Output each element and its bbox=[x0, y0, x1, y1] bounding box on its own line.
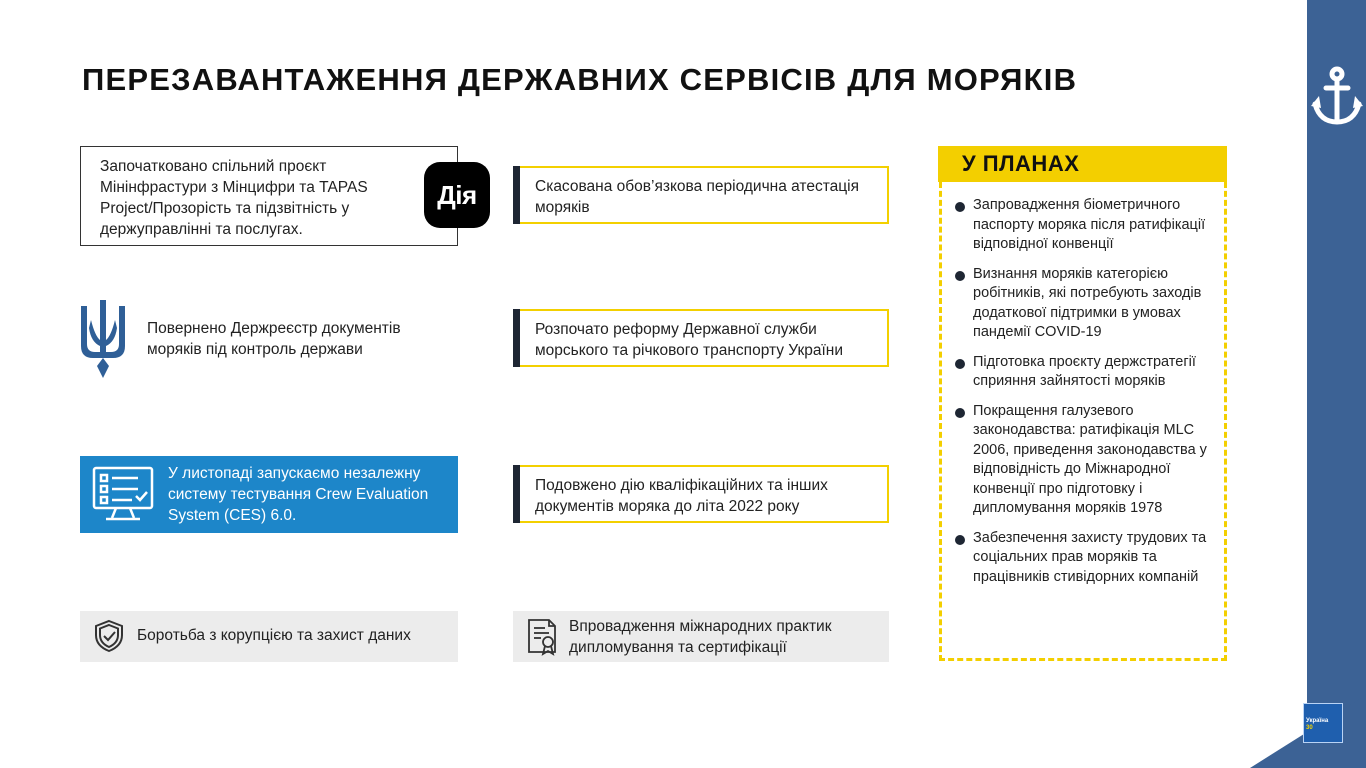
registry-text: Повернено Держреєстр документів моряків під контроль держави bbox=[147, 320, 401, 358]
plan-item bbox=[952, 529, 1218, 588]
page-title: ПЕРЕЗАВАНТАЖЕННЯ ДЕРЖАВНИХ СЕРВІСІВ ДЛЯ МОРЯКІВ bbox=[82, 62, 1078, 97]
bullet-icon bbox=[955, 408, 965, 418]
project-card bbox=[80, 146, 458, 246]
plan-item-text: Визнання моряків категорією робітників, які потребують заходів додаткової підтримки в умовах пандемії COVID-19 bbox=[973, 265, 1202, 340]
plan-item bbox=[952, 196, 1218, 255]
certificate-icon bbox=[525, 618, 559, 656]
ces-card-text: У листопаді запускаємо незалежну систему тестування Crew Evaluation System (CES) 6.0. bbox=[168, 465, 429, 524]
attestation-card bbox=[513, 166, 889, 224]
plans-list bbox=[939, 182, 1227, 661]
documents-card-text: Подовжено дію кваліфікаційних та інших документів моряка до літа 2022 року bbox=[535, 477, 828, 515]
project-card-text: Започатковано спільний проєкт Мінінфрастури з Мінцифри та TAPAS Project/Прозорість та підзвітність у держуправлінні та послугах. bbox=[100, 158, 368, 238]
attestation-card-text: Скасована обов’язкова періодична атестація моряків bbox=[535, 178, 859, 216]
ukraine-30-logo bbox=[1303, 703, 1343, 743]
plan-item-text: Забезпечення захисту трудових та соціальних прав моряків та працівників стивідорних компаній bbox=[973, 529, 1207, 585]
plan-item-text: Запровадження біометричного паспорту моряка після ратифікації відповідної конвенції bbox=[973, 197, 1206, 252]
bullet-icon bbox=[955, 202, 965, 212]
ces-card bbox=[80, 456, 458, 533]
reform-card-text: Розпочато реформу Державної служби морського та річкового транспорту України bbox=[535, 321, 843, 359]
checklist-monitor-icon bbox=[92, 464, 154, 524]
certification-card bbox=[513, 611, 889, 662]
corruption-card-text: Боротьба з корупцією та захист даних bbox=[137, 627, 411, 644]
diia-logo: Дія bbox=[424, 162, 490, 228]
logo-line1: Україна bbox=[1306, 718, 1329, 724]
trident-icon bbox=[79, 300, 127, 378]
bullet-icon bbox=[955, 535, 965, 545]
logo-line2: 30 bbox=[1306, 725, 1313, 731]
anchor-icon bbox=[1310, 66, 1364, 128]
reform-card bbox=[513, 309, 889, 367]
plan-item-text: Підготовка проєкту держстратегії сприяння зайнятості моряків bbox=[973, 353, 1196, 389]
bullet-icon bbox=[955, 359, 965, 369]
shield-check-icon bbox=[93, 619, 125, 653]
plan-item-text: Покращення галузевого законодавства: ратифікація MLC 2006, приведення законодавства у відповідність до Міжнародної конвенції про підготовку і дипломування моряків 1978 bbox=[973, 402, 1207, 516]
corruption-card bbox=[80, 611, 458, 662]
plan-item bbox=[952, 402, 1218, 519]
bullet-icon bbox=[955, 271, 965, 281]
plan-item bbox=[952, 353, 1218, 392]
plans-header: У ПЛАНАХ bbox=[938, 146, 1227, 182]
documents-card bbox=[513, 465, 889, 523]
plan-item bbox=[952, 265, 1218, 343]
certification-card-text: Впровадження міжнародних практик дипломування та сертифікації bbox=[569, 618, 832, 656]
